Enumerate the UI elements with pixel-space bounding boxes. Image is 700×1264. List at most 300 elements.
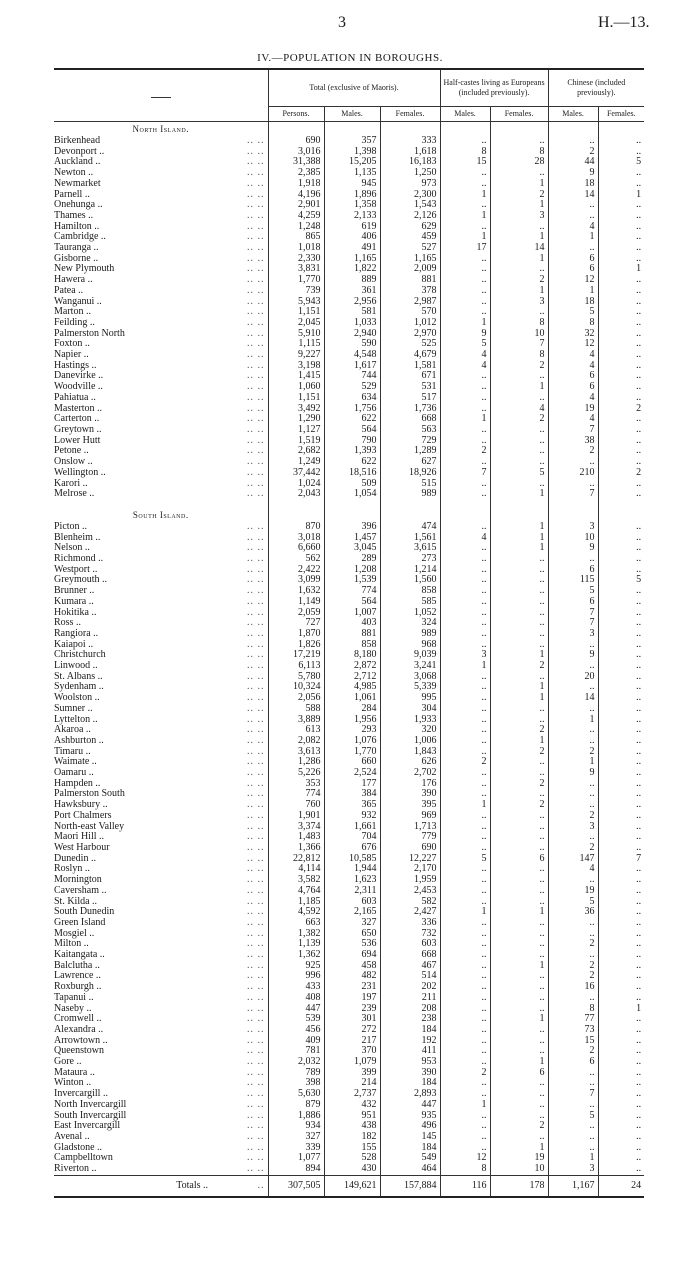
chinese-females-cell: .. <box>598 779 644 790</box>
borough-name: Greytown .. <box>54 424 102 435</box>
males-cell: 1,054 <box>324 489 380 500</box>
males-cell: 293 <box>324 725 380 736</box>
borough-name: Hokitika .. <box>54 607 97 618</box>
halfcaste-females-cell: 1 <box>490 200 548 211</box>
halfcaste-females-cell: .. <box>490 971 548 982</box>
halfcaste-females-cell: 1 <box>490 382 548 393</box>
females-cell: 968 <box>380 640 440 651</box>
halfcaste-males-cell: .. <box>440 479 490 490</box>
persons-cell: 447 <box>268 1004 324 1015</box>
chinese-females-cell: .. <box>598 693 644 704</box>
females-cell: 627 <box>380 457 440 468</box>
chinese-males-cell: 36 <box>548 907 598 918</box>
chinese-females-cell: .. <box>598 533 644 544</box>
persons-cell: 5,943 <box>268 297 324 308</box>
males-cell: 528 <box>324 1153 380 1164</box>
chinese-females-header: Females. <box>598 107 644 122</box>
borough-name: Invercargill .. <box>54 1089 108 1100</box>
males-cell: 2,524 <box>324 768 380 779</box>
leader-dots: .. .. <box>247 714 265 725</box>
table-row <box>54 961 644 972</box>
halfcaste-females-cell: .. <box>490 575 548 586</box>
table-row <box>54 1025 644 1036</box>
males-cell: 509 <box>324 479 380 490</box>
persons-cell: 865 <box>268 232 324 243</box>
chinese-females-cell: .. <box>598 640 644 651</box>
chinese-females-cell: .. <box>598 1111 644 1122</box>
persons-cell: 879 <box>268 1100 324 1111</box>
table-row <box>54 682 644 693</box>
leader-dots: .. .. <box>247 457 265 468</box>
persons-cell: 22,812 <box>268 854 324 865</box>
males-cell: 361 <box>324 286 380 297</box>
table-row <box>54 832 644 843</box>
persons-cell: 353 <box>268 779 324 790</box>
borough-name: Napier .. <box>54 350 89 361</box>
chinese-males-cell: 9 <box>548 168 598 179</box>
halfcaste-males-cell: .. <box>440 993 490 1004</box>
chinese-males-cell: 18 <box>548 179 598 190</box>
males-cell: 1,623 <box>324 875 380 886</box>
table-row <box>54 629 644 640</box>
males-cell: 432 <box>324 1100 380 1111</box>
females-cell: 1,736 <box>380 404 440 415</box>
table-row <box>54 693 644 704</box>
chinese-males-cell: 5 <box>548 307 598 318</box>
females-cell: 208 <box>380 1004 440 1015</box>
males-cell: 634 <box>324 393 380 404</box>
borough-name: Birkenhead <box>54 136 101 146</box>
persons-cell: 2,056 <box>268 693 324 704</box>
borough-name: Hamilton .. <box>54 221 100 232</box>
males-cell: 774 <box>324 586 380 597</box>
persons-cell: 1,415 <box>268 371 324 382</box>
halfcaste-females-cell: .. <box>490 843 548 854</box>
males-cell: 217 <box>324 1036 380 1047</box>
borough-name: Arrowtown .. <box>54 1035 108 1046</box>
chinese-females-cell: .. <box>598 361 644 372</box>
leader-dots: .. .. <box>247 424 265 435</box>
empty-cell <box>598 122 644 137</box>
borough-name: North-east Valley <box>54 821 125 832</box>
halfcaste-males-cell: .. <box>440 586 490 597</box>
females-cell: 1,560 <box>380 575 440 586</box>
persons-cell: 894 <box>268 1164 324 1175</box>
males-cell: 197 <box>324 993 380 1004</box>
leader-dots: .. .. <box>247 810 265 821</box>
persons-cell: 1,519 <box>268 436 324 447</box>
borough-name: Green Island <box>54 917 106 928</box>
borough-name: Foxton .. <box>54 339 90 350</box>
males-cell: 2,133 <box>324 211 380 222</box>
males-cell: 2,165 <box>324 907 380 918</box>
persons-cell: 2,059 <box>268 608 324 619</box>
persons-cell: 739 <box>268 286 324 297</box>
halfcaste-males-cell: 4 <box>440 533 490 544</box>
females-cell: 145 <box>380 1132 440 1143</box>
chinese-males-cell: .. <box>548 725 598 736</box>
table-row <box>54 457 644 468</box>
males-cell: 790 <box>324 436 380 447</box>
females-cell: 5,339 <box>380 682 440 693</box>
borough-name: Lawrence .. <box>54 971 101 982</box>
borough-name: Feilding .. <box>54 317 95 328</box>
chinese-males-cell: 2 <box>548 843 598 854</box>
leader-dots: .. .. <box>247 725 265 736</box>
halfcaste-males-cell: .. <box>440 1143 490 1154</box>
chinese-females-cell: .. <box>598 672 644 683</box>
males-cell: 1,896 <box>324 190 380 201</box>
persons-cell: 1,024 <box>268 479 324 490</box>
empty-cell <box>324 122 380 137</box>
halfcaste-males-cell: .. <box>440 575 490 586</box>
borough-name: East Invercargill <box>54 1121 121 1132</box>
table-row <box>54 479 644 490</box>
persons-cell: 17,219 <box>268 650 324 661</box>
females-cell: 1,959 <box>380 875 440 886</box>
table-row <box>54 543 644 554</box>
halfcaste-males-cell: .. <box>440 618 490 629</box>
females-cell: 517 <box>380 393 440 404</box>
males-cell: 1,398 <box>324 147 380 158</box>
females-cell: 273 <box>380 554 440 565</box>
chinese-females-cell: .. <box>598 211 644 222</box>
chinese-females-cell: .. <box>598 393 644 404</box>
chinese-males-cell: 5 <box>548 1111 598 1122</box>
table-row <box>54 982 644 993</box>
males-cell: 149,621 <box>324 1175 380 1197</box>
chinese-females-cell: .. <box>598 275 644 286</box>
chinese-males-cell: .. <box>548 661 598 672</box>
leader-dots: .. .. <box>247 1142 265 1153</box>
table-row <box>54 318 644 329</box>
chinese-females-cell: 2 <box>598 468 644 479</box>
females-cell: 336 <box>380 918 440 929</box>
persons-cell: 4,764 <box>268 886 324 897</box>
table-row <box>54 565 644 576</box>
halfcaste-males-cell: .. <box>440 747 490 758</box>
females-cell: 690 <box>380 843 440 854</box>
halfcaste-females-cell: 2 <box>490 1121 548 1132</box>
leader-dots: .. .. <box>247 339 265 350</box>
borough-name: Palmerston South <box>54 789 125 800</box>
males-cell: 1,661 <box>324 822 380 833</box>
halfcaste-males-cell: .. <box>440 843 490 854</box>
persons-cell: 3,198 <box>268 361 324 372</box>
table-row <box>54 715 644 726</box>
chinese-males-cell: 12 <box>548 339 598 350</box>
halfcaste-males-cell: .. <box>440 200 490 211</box>
chinese-females-cell: .. <box>598 1153 644 1164</box>
table-row <box>54 875 644 886</box>
chinese-males-cell: .. <box>548 736 598 747</box>
leader-dots: .. .. <box>247 757 265 768</box>
males-cell: 357 <box>324 136 380 147</box>
leader-dots: .. .. <box>247 992 265 1003</box>
chinese-females-cell: .. <box>598 822 644 833</box>
halfcaste-males-cell: .. <box>440 864 490 875</box>
males-cell: 482 <box>324 971 380 982</box>
halfcaste-males-cell: 1 <box>440 661 490 672</box>
table-row <box>54 136 644 147</box>
halfcaste-males-cell: .. <box>440 715 490 726</box>
chinese-females-cell: .. <box>598 725 644 736</box>
borough-name: Wanganui .. <box>54 296 102 307</box>
females-cell: 527 <box>380 243 440 254</box>
leader-dots: .. .. <box>247 543 265 554</box>
table-row <box>54 704 644 715</box>
halfcaste-females-cell: 1 <box>490 736 548 747</box>
leader-dots: .. .. <box>247 382 265 393</box>
table-row <box>54 929 644 940</box>
chinese-males-cell: 7 <box>548 489 598 500</box>
leader-dots: .. .. <box>247 928 265 939</box>
halfcaste-females-cell: .. <box>490 371 548 382</box>
leader-dots: .. .. <box>247 1067 265 1078</box>
leader-dots: .. .. <box>247 467 265 478</box>
halfcaste-males-cell: .. <box>440 961 490 972</box>
leader-dots: .. .. <box>247 168 265 179</box>
males-cell: 365 <box>324 800 380 811</box>
males-cell: 182 <box>324 1132 380 1143</box>
chinese-females-cell: .. <box>598 918 644 929</box>
males-cell: 590 <box>324 339 380 350</box>
males-cell: 403 <box>324 618 380 629</box>
persons-cell: 31,388 <box>268 157 324 168</box>
persons-cell: 3,613 <box>268 747 324 758</box>
table-row <box>54 747 644 758</box>
table-row <box>54 1036 644 1047</box>
males-cell: 284 <box>324 704 380 715</box>
females-cell: 585 <box>380 597 440 608</box>
halfcaste-males-cell: .. <box>440 1057 490 1068</box>
females-cell: 563 <box>380 425 440 436</box>
persons-cell: 433 <box>268 982 324 993</box>
halfcaste-females-cell: .. <box>490 789 548 800</box>
males-cell: 564 <box>324 597 380 608</box>
borough-name: Karori .. <box>54 478 88 489</box>
borough-name: Hawksbury .. <box>54 800 108 811</box>
chinese-females-cell: 1 <box>598 264 644 275</box>
males-cell: 619 <box>324 222 380 233</box>
borough-name: Nelson .. <box>54 543 90 554</box>
males-cell: 1,033 <box>324 318 380 329</box>
persons-cell: 3,889 <box>268 715 324 726</box>
borough-name: Hawera .. <box>54 275 93 286</box>
empty-cell <box>548 122 598 137</box>
halfcaste-females-cell: 6 <box>490 1068 548 1079</box>
chinese-males-cell: 6 <box>548 1057 598 1068</box>
males-cell: 858 <box>324 640 380 651</box>
leader-dots: .. .. <box>247 189 265 200</box>
halfcaste-females-cell: 4 <box>490 404 548 415</box>
borough-name: Devonport .. <box>54 146 105 157</box>
females-cell: 320 <box>380 725 440 736</box>
halfcaste-males-cell: .. <box>440 522 490 533</box>
leader-dots: .. .. <box>247 618 265 629</box>
halfcaste-females-cell: .. <box>490 136 548 147</box>
leader-dots: .. .. <box>247 1014 265 1025</box>
leader-dots: .. .. <box>247 746 265 757</box>
borough-name: Newton .. <box>54 168 94 179</box>
stub-header <box>54 69 268 122</box>
chinese-females-cell: .. <box>598 800 644 811</box>
males-cell: 2,712 <box>324 672 380 683</box>
males-cell: 8,180 <box>324 650 380 661</box>
chinese-females-cell: .. <box>598 1089 644 1100</box>
borough-name: Campbelltown <box>54 1153 113 1164</box>
chinese-females-cell: .. <box>598 565 644 576</box>
borough-name: Newmarket <box>54 178 101 189</box>
leader-dots: .. .. <box>247 960 265 971</box>
borough-name: Parnell .. <box>54 189 90 200</box>
halfcaste-females-cell: 1 <box>490 907 548 918</box>
empty-cell <box>380 122 440 137</box>
table-row <box>54 1078 644 1089</box>
halfcaste-males-cell: 7 <box>440 468 490 479</box>
table-row <box>54 575 644 586</box>
leader-dots: .. .. <box>247 360 265 371</box>
females-cell: 3,068 <box>380 672 440 683</box>
males-cell: 1,617 <box>324 361 380 372</box>
males-cell: 945 <box>324 179 380 190</box>
halfcaste-females-cell: .. <box>490 822 548 833</box>
table-row <box>54 522 644 533</box>
halfcaste-males-cell: 12 <box>440 1153 490 1164</box>
borough-name: Dunedin .. <box>54 853 96 864</box>
halfcaste-males-cell: .. <box>440 297 490 308</box>
leader-dots: .. .. <box>247 607 265 618</box>
leader-dots: .. .. <box>247 221 265 232</box>
borough-name: Totals .. <box>54 1175 212 1197</box>
leader-dots: .. .. <box>247 243 265 254</box>
halfcaste-males-cell: .. <box>440 382 490 393</box>
borough-name: South Invercargill <box>54 1110 127 1121</box>
chinese-females-cell: .. <box>598 747 644 758</box>
table-row <box>54 157 644 168</box>
persons-cell: 4,196 <box>268 190 324 201</box>
borough-name: Waimate .. <box>54 757 97 768</box>
females-cell: 729 <box>380 436 440 447</box>
chinese-males-cell: 3 <box>548 1164 598 1175</box>
leader-dots: .. .. <box>247 136 265 146</box>
borough-name: Cromwell .. <box>54 1014 102 1025</box>
borough-name: Mornington <box>54 875 102 886</box>
halfcaste-females-cell: 2 <box>490 361 548 372</box>
leader-dots: .. .. <box>247 661 265 672</box>
chinese-males-cell: .. <box>548 704 598 715</box>
females-cell: 973 <box>380 179 440 190</box>
chinese-females-cell: .. <box>598 608 644 619</box>
chinese-males-cell: 2 <box>548 939 598 950</box>
leader-dots: .. .. <box>247 1078 265 1089</box>
halfcaste-females-cell: .. <box>490 768 548 779</box>
table-row <box>54 1164 644 1175</box>
males-cell: 1,956 <box>324 715 380 726</box>
females-cell: 3,241 <box>380 661 440 672</box>
halfcaste-males-cell: 116 <box>440 1175 490 1197</box>
halfcaste-females-cell: 5 <box>490 468 548 479</box>
females-cell: 411 <box>380 1046 440 1057</box>
females-cell: 467 <box>380 961 440 972</box>
halfcaste-females-cell: .. <box>490 307 548 318</box>
chinese-males-cell: .. <box>548 950 598 961</box>
borough-name: Oamaru .. <box>54 768 94 779</box>
halfcaste-females-cell: .. <box>490 168 548 179</box>
persons-cell: 5,226 <box>268 768 324 779</box>
leader-dots: .. .. <box>247 671 265 682</box>
chinese-males-cell: 4 <box>548 350 598 361</box>
persons-cell: 10,324 <box>268 682 324 693</box>
chinese-males-cell: 14 <box>548 693 598 704</box>
females-cell: 2,893 <box>380 1089 440 1100</box>
chinese-males-cell: .. <box>548 929 598 940</box>
table-row <box>54 736 644 747</box>
persons-cell: 996 <box>268 971 324 982</box>
halfcaste-males-cell: .. <box>440 725 490 736</box>
section-label: South Island. <box>132 509 189 520</box>
females-cell: 1,618 <box>380 147 440 158</box>
table-row <box>54 907 644 918</box>
chinese-females-cell: .. <box>598 307 644 318</box>
leader-dots: .. .. <box>247 253 265 264</box>
table-row <box>54 661 644 672</box>
halfcaste-females-cell: .. <box>490 993 548 1004</box>
chinese-males-cell: 2 <box>548 971 598 982</box>
chinese-females-cell: .. <box>598 382 644 393</box>
table-row <box>54 789 644 800</box>
table-row <box>54 854 644 865</box>
persons-cell: 1,151 <box>268 307 324 318</box>
leader-dots: .. .. <box>247 435 265 446</box>
chinese-females-cell: .. <box>598 457 644 468</box>
halfcaste-males-cell: .. <box>440 425 490 436</box>
leader-dots: .. .. <box>247 778 265 789</box>
persons-cell: 1,901 <box>268 811 324 822</box>
chinese-males-cell: .. <box>548 479 598 490</box>
halfcaste-females-cell: .. <box>490 982 548 993</box>
halfcaste-females-cell: .. <box>490 1089 548 1100</box>
males-cell: 529 <box>324 382 380 393</box>
females-cell: 3,615 <box>380 543 440 554</box>
males-cell: 4,548 <box>324 350 380 361</box>
females-cell: 176 <box>380 779 440 790</box>
persons-cell: 539 <box>268 1014 324 1025</box>
females-cell: 324 <box>380 618 440 629</box>
totals-row <box>54 1175 644 1197</box>
halfcaste-males-cell: .. <box>440 404 490 415</box>
halfcaste-females-cell: 2 <box>490 779 548 790</box>
chinese-males-cell: 18 <box>548 297 598 308</box>
chinese-females-cell: .. <box>598 200 644 211</box>
halfcaste-females-cell: 8 <box>490 350 548 361</box>
chinese-females-cell: .. <box>598 971 644 982</box>
empty-cell <box>548 508 598 522</box>
persons-cell: 690 <box>268 136 324 147</box>
borough-name: Auckland .. <box>54 157 101 168</box>
females-cell: 603 <box>380 939 440 950</box>
males-cell: 660 <box>324 757 380 768</box>
chinese-females-cell: .. <box>598 789 644 800</box>
table-row <box>54 404 644 415</box>
leader-dots: .. .. <box>247 917 265 928</box>
chinese-females-cell: .. <box>598 1036 644 1047</box>
borough-name: Mosgiel .. <box>54 928 95 939</box>
leader-dots: .. .. <box>247 157 265 168</box>
halfcaste-males-cell: 1 <box>440 1100 490 1111</box>
borough-name: Marton .. <box>54 307 91 318</box>
females-cell: 18,926 <box>380 468 440 479</box>
